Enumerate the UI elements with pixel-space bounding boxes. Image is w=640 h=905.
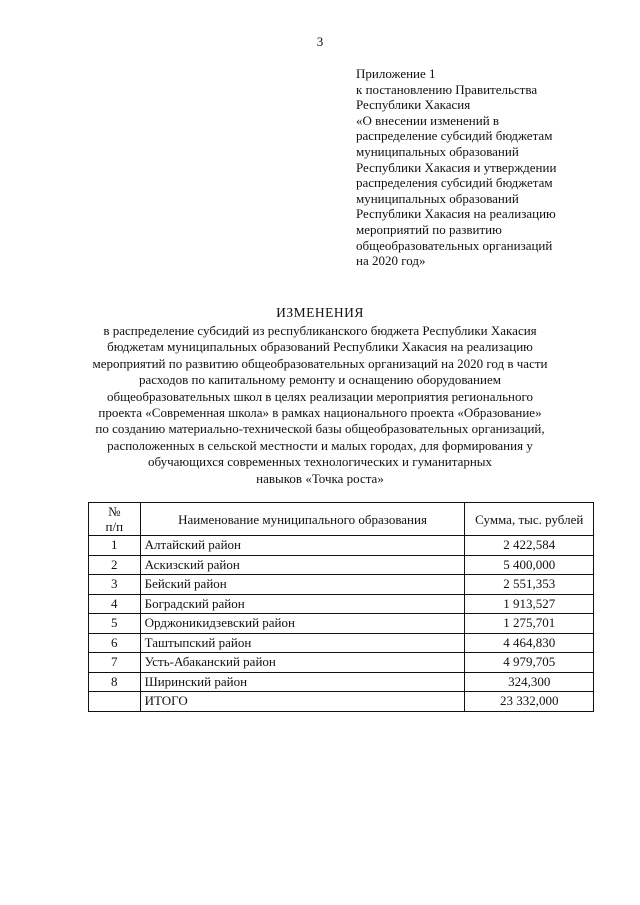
table-row [89, 614, 594, 634]
appendix-line: распределения субсидий бюджетам [356, 175, 553, 191]
row-name: Таштыпский район [140, 633, 465, 653]
row-number: 2 [89, 555, 141, 575]
row-sum: 5 400,000 [465, 555, 594, 575]
row-name: Алтайский район [140, 536, 465, 556]
row-number: 8 [89, 672, 141, 692]
subtitle-line: общеобразовательных школ в целях реализации мероприятия регионального [107, 388, 533, 404]
subtitle-line: в распределение субсидий из республиканского бюджета Республики Хакасия [103, 323, 537, 338]
total-sum: 23 332,000 [465, 692, 594, 712]
row-name: Орджоникидзевский район [140, 614, 465, 634]
appendix-line: Республики Хакасия [356, 97, 471, 113]
subtitle-line: навыков «Точка роста» [256, 470, 384, 486]
appendix-line: муниципальных образований [356, 143, 519, 159]
table-row [89, 555, 594, 575]
row-name: Бейский район [140, 575, 465, 595]
row-sum: 324,300 [465, 672, 594, 692]
table-row [89, 672, 594, 692]
total-label: ИТОГО [140, 692, 465, 712]
total-number-cell [89, 692, 141, 712]
row-number: 3 [89, 575, 141, 595]
header-name: Наименование муниципального образования [140, 503, 465, 536]
table-total-row [89, 692, 594, 712]
row-name: Аскизский район [140, 555, 465, 575]
appendix-line: Приложение 1 [356, 66, 436, 81]
subtitle-line: расположенных в сельской местности и малых городах, для формирования у [107, 437, 533, 453]
header-number-line: № [108, 504, 121, 519]
table-row [89, 653, 594, 673]
table-row [89, 536, 594, 556]
appendix-block [356, 66, 606, 269]
subtitle-line: обучающихся современных технологических и гуманитарных [147, 454, 493, 470]
appendix-line: Республики Хакасия и утверждении [356, 159, 557, 175]
row-number: 1 [89, 536, 141, 556]
row-sum: 4 979,705 [465, 653, 594, 673]
row-number: 6 [89, 633, 141, 653]
page-number: 3 [316, 34, 324, 49]
appendix-line: «О внесении изменений в [356, 112, 500, 128]
subtitle-line: бюджетам муниципальных образований Республики Хакасия на реализацию [107, 339, 533, 355]
subtitle-line: по созданию материально-технической базы общеобразовательных организаций, [95, 421, 545, 437]
table-row [89, 575, 594, 595]
appendix-line: на 2020 год» [356, 253, 426, 269]
header-number-line: п/п [105, 519, 124, 534]
row-number: 7 [89, 653, 141, 673]
row-number: 5 [89, 614, 141, 634]
document-heading: ИЗМЕНЕНИЯ [276, 305, 364, 320]
appendix-line: общеобразовательных организаций [356, 237, 553, 253]
row-sum: 2 551,353 [465, 575, 594, 595]
row-name: Ширинский район [140, 672, 465, 692]
table-row [89, 633, 594, 653]
header-number [89, 503, 141, 536]
appendix-line: к постановлению Правительства [356, 81, 538, 97]
document-subtitle [0, 323, 640, 487]
appendix-line: муниципальных образований [356, 190, 519, 206]
appendix-line: Республики Хакасия на реализацию [356, 206, 556, 222]
table-header-row [89, 503, 594, 536]
row-name: Боградский район [140, 594, 465, 614]
subtitle-line: проекта «Современная школа» в рамках национального проекта «Образование» [98, 405, 542, 421]
row-sum: 4 464,830 [465, 633, 594, 653]
row-sum: 1 913,527 [465, 594, 594, 614]
table-row [89, 594, 594, 614]
row-sum: 1 275,701 [465, 614, 594, 634]
subsidies-table [88, 502, 594, 712]
row-name: Усть-Абаканский район [140, 653, 465, 673]
subtitle-line: расходов по капитальному ремонту и оснащению оборудованием [139, 372, 501, 388]
appendix-line: мероприятий по развитию [356, 221, 502, 237]
appendix-line: распределение субсидий бюджетам [356, 128, 553, 144]
row-number: 4 [89, 594, 141, 614]
row-sum: 2 422,584 [465, 536, 594, 556]
subtitle-line: мероприятий по развитию общеобразовательных организаций на 2020 год в части [92, 355, 548, 371]
header-sum: Сумма, тыс. рублей [465, 503, 594, 536]
